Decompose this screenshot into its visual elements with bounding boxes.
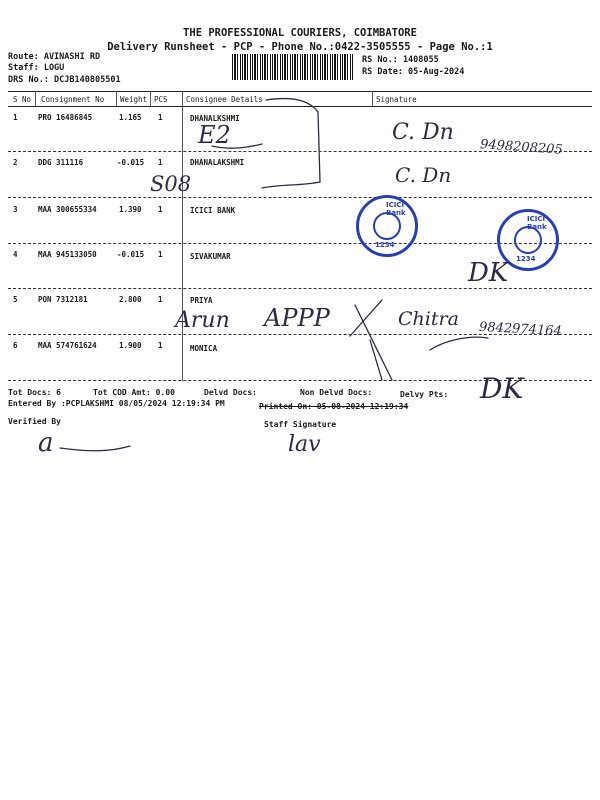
staff-signature-label: Staff Signature	[264, 420, 337, 429]
row-consignment: MAA 300655334	[38, 205, 97, 214]
row-consignee: MONICA	[190, 344, 218, 353]
staff-label: Staff: LOGU	[8, 63, 65, 73]
bank-stamp: ICICI Bank 1234	[497, 209, 559, 271]
signature-row5: Chitra	[398, 308, 459, 330]
delivery-points: Delvy Pts:	[400, 390, 449, 399]
handwritten-name-row5b: APPP	[264, 304, 330, 332]
non-delivered-docs: Non Delvd Docs:	[300, 388, 373, 397]
row-pcs: 1	[158, 205, 163, 214]
company-title: THE PROFESSIONAL COURIERS, COIMBATORE	[183, 27, 417, 39]
row-sno: 1	[13, 113, 18, 122]
col-header-consignment: Consignment No	[41, 95, 105, 104]
row-weight: 1.390	[119, 205, 142, 214]
staff-signature: lav	[288, 432, 321, 457]
row-sno: 3	[13, 205, 18, 214]
col-header-pcs: PCS	[154, 95, 168, 104]
ink-underline	[212, 144, 262, 148]
row-pcs: 1	[158, 341, 163, 350]
row-weight: 2.800	[119, 295, 142, 304]
row-sno: 4	[13, 250, 18, 259]
ink-underline	[60, 446, 130, 451]
row-consignee: DHANALKSHMI	[190, 114, 240, 123]
handwritten-phone-row5: 9842974164	[478, 319, 563, 340]
row-weight: 1.165	[119, 113, 142, 122]
row-pcs: 1	[158, 113, 163, 122]
signature-row4: DK	[468, 258, 509, 288]
total-docs: Tot Docs: 6	[8, 388, 61, 397]
col-header-sno: S No	[13, 95, 32, 104]
handwritten-mark-row1: E2	[198, 121, 231, 149]
col-header-signature: Signature	[376, 95, 417, 104]
row-weight: 1.900	[119, 341, 142, 350]
row-sno: 2	[13, 158, 18, 167]
row-consignee: ICICI BANK	[190, 206, 236, 215]
row-consignee: DHANALAKSHMI	[190, 158, 245, 167]
row-consignee: SIVAKUMAR	[190, 252, 231, 261]
row-consignment: PON 7312181	[38, 295, 88, 304]
row-consignment: MAA 574761624	[38, 341, 97, 350]
row-consignee: PRIYA	[190, 296, 213, 305]
verified-by-label: Verified By	[8, 417, 61, 426]
signature-row1: C. Dn	[392, 120, 454, 145]
handwritten-name-row5a: Arun	[175, 308, 230, 333]
handwritten-phone-row1: 9498208205	[479, 137, 564, 158]
printed-on: Printed On: 05-08-2024 12:19:34	[259, 402, 409, 411]
entered-by: Entered By :PCPLAKSHMI 08/05/2024 12:19:34 PM	[8, 399, 225, 408]
signature-row2: C. Dn	[395, 163, 452, 187]
handwritten-mark-row2: S08	[150, 172, 192, 196]
runsheet-title: Delivery Runsheet - PCP - Phone No.:0422-3505555 - Page No.:1	[107, 41, 493, 53]
col-header-consignee: Consignee Details	[186, 95, 263, 104]
row-weight: -0.015	[117, 158, 145, 167]
drs-number: DRS No.: DCJB140805501	[8, 75, 121, 85]
row-sno: 5	[13, 295, 18, 304]
row-pcs: 1	[158, 250, 163, 259]
row-pcs: 1	[158, 295, 163, 304]
row-consignment: PRO 16486845	[38, 113, 93, 122]
ink-bracket	[262, 99, 320, 188]
row-sno: 6	[13, 341, 18, 350]
col-header-weight: Weight	[120, 95, 148, 104]
signature-row6: DK	[480, 372, 524, 405]
route-label: Route: AVINASHI RD	[8, 52, 101, 62]
total-cod-amount: Tot COD Amt: 0.00	[93, 388, 175, 397]
verified-signature: a	[38, 428, 54, 458]
row-consignment: DDG 311116	[38, 158, 84, 167]
row-pcs: 1	[158, 158, 163, 167]
ink-cross	[350, 300, 392, 380]
row-consignment: MAA 945133050	[38, 250, 97, 259]
bank-stamp: ICICI Bank 1234	[356, 195, 418, 257]
delivered-docs: Delvd Docs:	[204, 388, 257, 397]
ink-stroke	[430, 337, 488, 350]
rs-date: RS Date: 05-Aug-2024	[362, 67, 465, 77]
rs-number: RS No.: 1408055	[362, 55, 439, 65]
row-weight: -0.015	[117, 250, 145, 259]
